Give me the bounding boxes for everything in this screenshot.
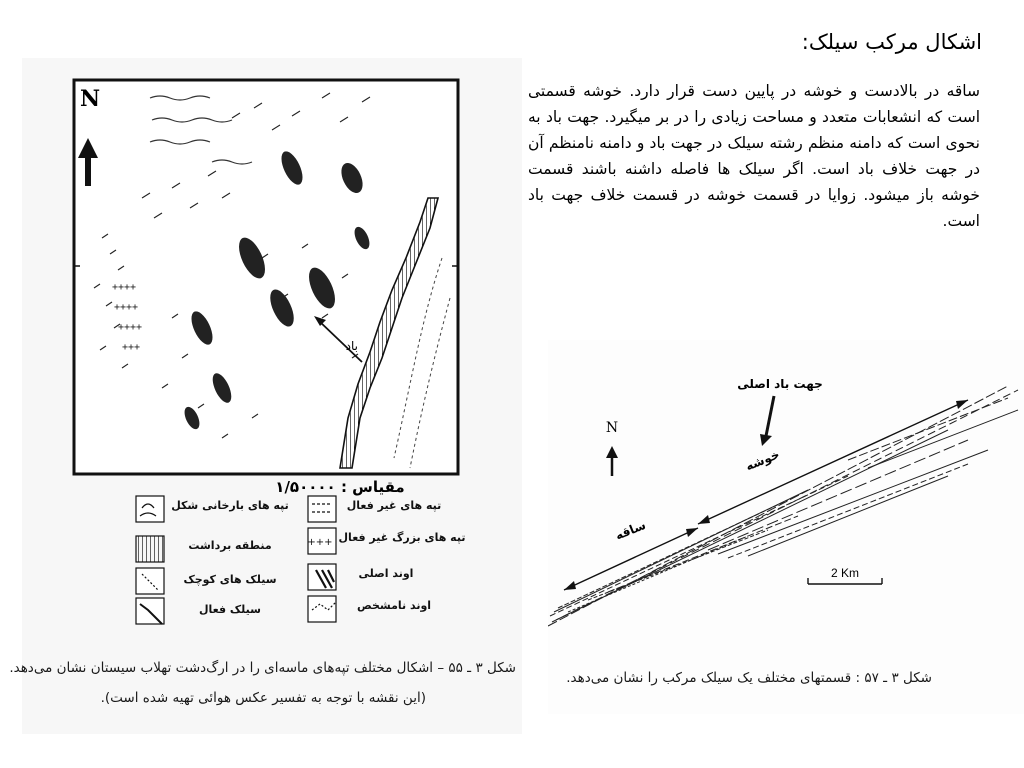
legend-label: سیلک های کوچک [183,573,277,586]
svg-text:++++: ++++ [112,282,137,293]
dune-map-svg [22,58,522,734]
legend-label: منطقه برداشت [188,539,272,552]
seif-north-arrow-icon [606,446,618,476]
compound-seif-figure [548,340,1024,714]
body-paragraph: ساقه در بالادست و خوشه در پایین دست قرار دارد. خوشه قسمتی است که انشعابات متعدد و مساحت زیادی را در بر میگیرد. جهت باد به نحوی است که دامنه منظم رشته سیلک در جهت باد و دامنه نامنظم آن در جهت خلاف باد است. اگر سیلک ها فاصله داشنه باشند قسمت خوشه باز میشود. زوایا در قسمت خوشه در قسمت خلاف جهت باد است. [528,82,980,230]
main-wind-label: جهت باد اصلی [737,377,823,391]
map-scale-label: مقیاس : ۱/۵۰۰۰۰ [275,478,405,496]
svg-text:++++: ++++ [114,302,139,313]
cluster-label: خوشه [743,447,782,474]
map-wind-label: باد [345,339,358,353]
dune-map-figure [9,58,522,734]
cluster-arrow [698,400,968,524]
legend-label: اوند نامشخص [356,599,432,612]
legend-label: تپه های غیر فعال [346,499,442,512]
map-north-label: N [80,86,101,112]
seif-north-label: N [605,420,619,436]
stem-label: ساقه [613,517,648,543]
main-wind-arrow-icon [760,396,774,446]
seif-scale-label: 2 Km [830,566,860,580]
slide-title: اشکال مرکب سیلک: [801,30,982,54]
legend-label: سیلک فعال [199,603,261,616]
map-caption-line1: شکل ۳ ـ ۵۵ – اشکال مختلف تپه‌های ماسه‌ای را در ارگ‌دشت تهلاب سیستان نشان می‌دهد. [9,660,516,676]
svg-text:+++: +++ [122,342,141,353]
svg-text:++++: ++++ [118,322,143,333]
seif-streaks [548,386,1018,626]
legend-label: تپه های بارخانی شکل [171,499,289,512]
legend-plus-symbol: +++ [307,537,333,548]
seif-diagram-svg [548,340,1024,714]
legend-label: تپه های بزرگ غیر فعال [338,531,466,544]
map-caption-line2: (این نقشه با توجه به تفسیر عکس هوائی تهیه شده است). [100,690,426,706]
legend-label: اوند اصلی [358,567,414,580]
slide-body-text [528,78,980,234]
seif-caption: شکل ۳ ـ ۵۷ : قسمتهای مختلف یک سیلک مرکب را نشان می‌دهد. [566,670,932,686]
